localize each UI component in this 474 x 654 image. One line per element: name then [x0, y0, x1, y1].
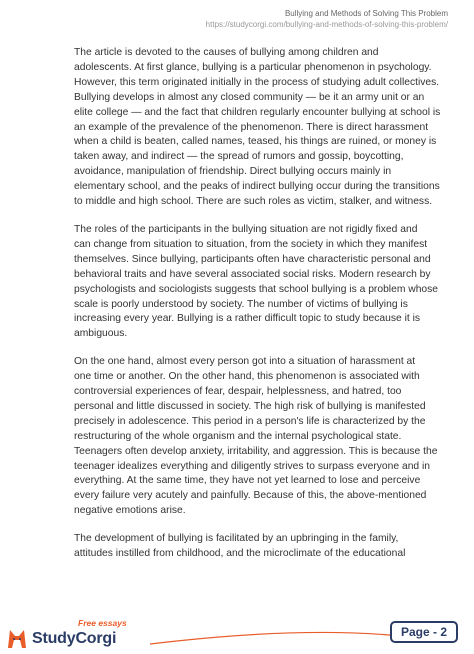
footer-tagline: Free essays [78, 618, 127, 628]
paragraph [64, 223, 439, 342]
text-line: However, this term originated initially in the process of studying adult collectives. [74, 76, 440, 88]
page-number-badge: Page - 2 [390, 621, 458, 643]
text-line: controversial experiences of fear, despair, helplessness, and hatred, too [74, 386, 402, 398]
text-line: Bullying develops in almost any closed community — be it an army unit or an [74, 91, 425, 103]
text-line: attitudes instilled from childhood, and the microclimate of the educational [74, 548, 406, 560]
text-line: negative emotions arise. [74, 505, 186, 517]
paragraph [64, 355, 438, 519]
footer-brand: StudyCorgi [32, 630, 117, 647]
text-line: increasing every year. Bullying is a rather difficult topic to study because it is [74, 313, 421, 325]
text-line: The roles of the participants in the bullying situation are not rigidly fixed and [74, 223, 418, 235]
text-line: elementary school, and the peaks of indirect bullying occur during the transitions [74, 181, 440, 193]
text-line: elite college — and the fact that children regularly encounter bullying at school is [74, 106, 441, 118]
studycorgi-logo[interactable] [6, 620, 146, 654]
text-line: psychologists and sociologists suggests that school bullying is a problem whose [74, 283, 439, 295]
text-line: The development of bullying is facilitated by an upbringing in the family, [74, 533, 399, 545]
text-line: adolescents. At first glance, bullying is a particular phenomenon in psychology. [74, 61, 432, 73]
text-line: when a child is beaten, called names, teased, his things are ruined, or money is [74, 136, 437, 148]
document-url[interactable]: https://studycorgi.com/bullying-and-methods-of-solving-this-problem/ [205, 20, 448, 29]
text-line: Teenagers often develop anxiety, irritability, and aggression. This is because the [74, 445, 438, 457]
text-line: can change from situation to situation, from the society in which they manifest [74, 238, 428, 250]
text-line: an example of the prevalence of the phenomenon. There is direct harassment [74, 121, 429, 133]
text-line: scale is poorly understood by society. The number of victims of bullying is [74, 298, 408, 310]
page-footer [0, 614, 474, 654]
text-line: everything. At the same time, they have not yet learned to lose and perceive [74, 475, 421, 487]
text-line: precisely in adolescence. This period in a person's life is characterized by the [74, 415, 426, 427]
text-line: On the one hand, almost every person got into a situation of harassment at [74, 356, 416, 368]
text-line: The article is devoted to the causes of bullying among children and [74, 47, 379, 58]
text-line: ambiguous. [74, 328, 128, 340]
text-line: avoidance, manipulation of friendship. Direct bullying occurs mainly in [74, 166, 392, 178]
text-line: teenager idealizes everything and diligently strives to surpass everyone and in [74, 460, 431, 472]
text-line: personal and little discussed in society. The high risk of bullying is manifested [74, 400, 426, 412]
text-line: one time or another. On the other hand, this phenomenon is associated with [74, 371, 420, 383]
paragraph [64, 46, 441, 210]
text-line: behavioral traits and have several associated social risks. Modern research by [74, 268, 431, 280]
text-line: restructuring of the whole organism and the internal psychological state. [74, 430, 402, 442]
paragraph [64, 532, 424, 562]
text-line: every failure very acutely and painfully. Because of this, the above-mentioned [74, 490, 427, 502]
text-line: taken away, and indirect — the spread of rumors and gossip, boycotting, [74, 151, 404, 163]
corgi-logo-icon [6, 626, 28, 650]
essay-body [64, 46, 441, 575]
document-title: Bullying and Methods of Solving This Problem [284, 9, 448, 18]
text-line: to middle and high school. There are such roles as victim, stalker, and witness. [74, 196, 433, 208]
page-header [206, 8, 448, 30]
text-line: themselves. Since bullying, participants often have characteristic personal and [74, 253, 431, 265]
